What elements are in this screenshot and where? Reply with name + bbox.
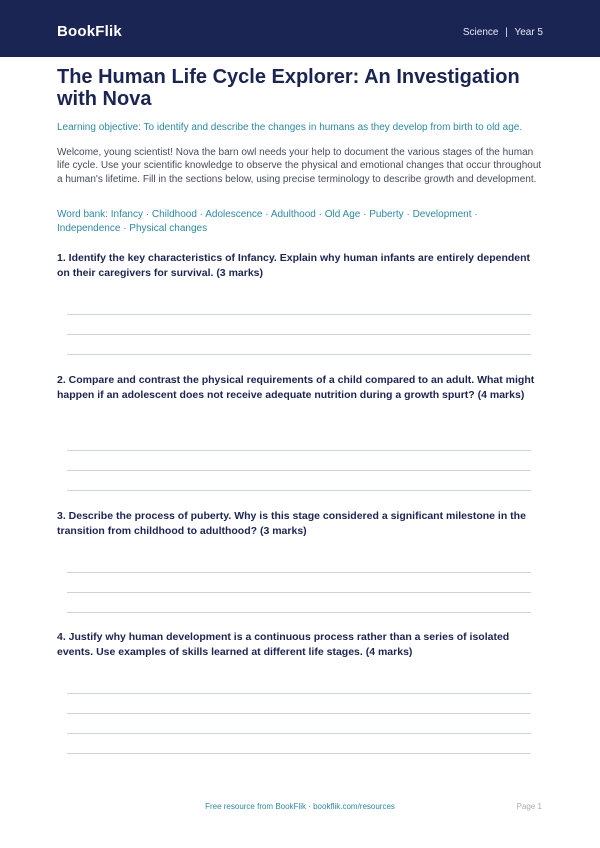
answer-line[interactable] — [67, 733, 531, 734]
answer-line[interactable] — [67, 470, 531, 471]
answer-line[interactable] — [67, 612, 531, 613]
subject-year-label — [463, 27, 543, 38]
intro-paragraph: Welcome, young scientist! Nova the barn owl needs your help to document the various stages of the human life cycle. Use your scientific knowledge to observe the physical and emotional changes that occur throughout a human's lifetime. Fill in the sections below, using precise terminology to describe growth and development. — [57, 147, 542, 185]
footer-resource-link[interactable]: Free resource from BookFlik · bookflik.com/resources — [205, 802, 395, 811]
page-title: The Human Life Cycle Explorer: An Investigation with Nova — [57, 66, 520, 110]
question-2: 2. Compare and contrast the physical requirements of a child compared to an adult. What might happen if an adolescent does not receive adequate nutrition during a growth spurt? (4 marks) — [57, 374, 535, 401]
answer-line[interactable] — [67, 450, 531, 451]
question-1: 1. Identify the key characteristics of Infancy. Explain why human infants are entirely dependent on their caregivers for survival. (3 marks) — [57, 252, 531, 279]
page-header — [0, 0, 600, 57]
answer-line[interactable] — [67, 572, 531, 573]
subject-label: Science — [462, 27, 499, 38]
page-number: Page 1 — [516, 802, 542, 811]
answer-line[interactable] — [67, 592, 531, 593]
question-4: 4. Justify why human development is a continuous process rather than a series of isolated events. Use examples of skills learned at different life stages. (4 marks) — [57, 631, 510, 658]
answer-line[interactable] — [67, 354, 531, 355]
answer-line[interactable] — [67, 713, 531, 714]
answer-line[interactable] — [67, 314, 531, 315]
word-bank: Word bank: Infancy · Childhood · Adolescence · Adulthood · Old Age · Puberty · Development · Independence · Physical changes — [57, 209, 478, 234]
question-3: 3. Describe the process of puberty. Why is this stage considered a significant milestone in the transition from childhood to adulthood? (3 marks) — [57, 510, 526, 537]
year-label: Year 5 — [514, 27, 543, 38]
brand-logo: BookFlik — [57, 23, 122, 40]
answer-line[interactable] — [67, 693, 531, 694]
answer-line[interactable] — [67, 753, 531, 754]
answer-line[interactable] — [67, 490, 531, 491]
meta-separator: | — [505, 27, 508, 38]
learning-objective: Learning objective: To identify and describe the changes in humans as they develop from birth to old age. — [57, 122, 523, 133]
page-footer — [0, 802, 600, 814]
answer-line[interactable] — [67, 334, 531, 335]
